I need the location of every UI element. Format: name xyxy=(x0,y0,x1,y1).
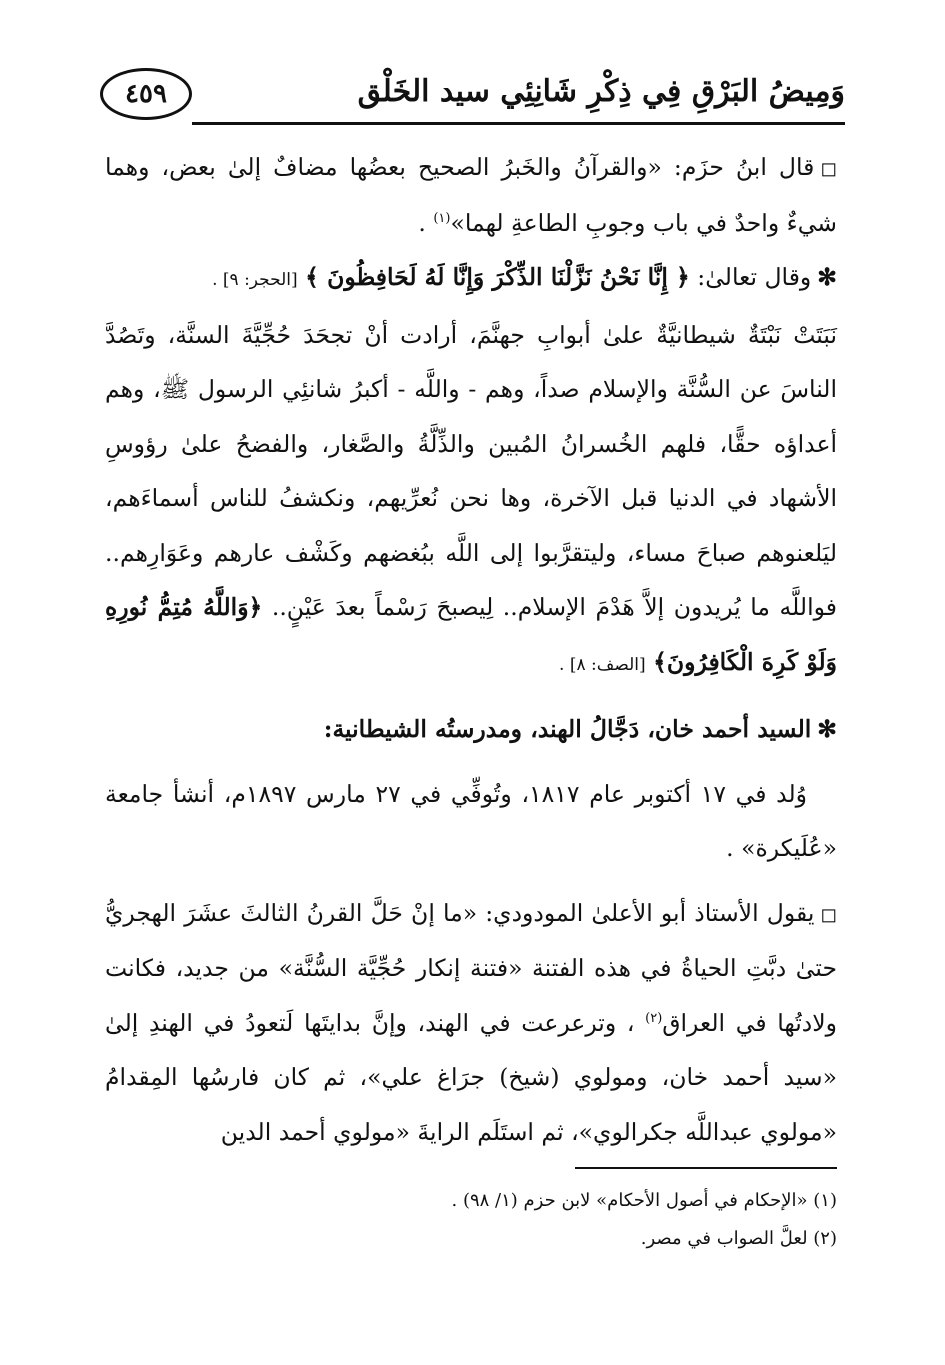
footnotes xyxy=(107,1182,837,1258)
paragraph-text: وُلد في ١٧ أكتوبر عام ١٨١٧، وتُوفِّي في ٢٧ مارس ١٨٩٧م، أنشأ جامعة «عُلَيكرة» . xyxy=(105,779,837,862)
running-title: وَمِيضُ البَرْقِ فِي ذِكْرِ شَانِئِي سيد الخَلْق xyxy=(357,74,845,109)
verse-reference: [الحجر: ٩] . xyxy=(212,270,298,290)
section-heading-text: السيد أحمد خان، دَجَّالُ الهند، ومدرستُه الشيطانية: xyxy=(323,715,812,743)
paragraph-end: . xyxy=(418,208,434,237)
verse-lead: وقال تعالىٰ: xyxy=(697,263,812,291)
verse-reference: [الصف: ٨] . xyxy=(559,654,646,675)
footnote-1: (١) «الإحكام في أصول الأحكام» لابن حزم (١/ ٩٨) . xyxy=(451,1190,837,1211)
header-rule xyxy=(192,122,845,125)
paragraph-biography xyxy=(105,767,837,876)
paragraph-text: قال ابنُ حزَم: «والقرآنُ والخَبرُ الصحيح بعضُها مضافٌ إلىٰ بعض، وهما شيءٌ واحدٌ في باب وجوبِ الطاعةِ لهما» xyxy=(105,153,837,237)
paragraph-ibn-hazm xyxy=(105,140,837,250)
paragraph-text: نَبَتَتْ نَبْتَةٌ شيطانيَّةٌ علىٰ أبوابِ جهنَّمَ، أرادت أنْ تجحَدَ حُجِّيَّةَ السنَّة، وتَصُدَّ الناسَ عن السُّنَّة والإسلام صداً، وهم - واللَّه - أكبرُ شانئِي الرسول ﷺ، وهم أعداؤه حقًّا، فلهم الخُسرانُ المُبين والذِّلَّةُ والصَّغار، والفضحُ علىٰ رؤوسِ الأشهاد في الدنيا قبل الآخرة، وها نحن نُعرِّيهم، ونكشفُ للناس أسماءَهم، ليَلعنوهم صباحَ مساء، وليتقرَّبوا إلى اللَّه ببُغضهم وكَشْف عارهم وعَوَارِهم.. فواللَّه ما يُريدون إلاَّ هَدْمَ الإسلام.. لِيصبحَ رَسْماً بعدَ عَيْنٍ.. xyxy=(105,320,837,621)
quran-verse: ﴿وَاللَّهُ مُتِمُّ نُورِهِ وَلَوْ كَرِهَ الْكَافِرُونَ﴾ xyxy=(105,593,837,676)
quran-verse: ﴿ إِنَّا نَحْنُ نَزَّلْنَا الذِّكْرَ وَإِنَّا لَهُ لَحَافِظُونَ ﴾ xyxy=(305,263,690,291)
paragraph-marker-icon: ◻ xyxy=(820,156,837,180)
footnote-rule xyxy=(575,1167,837,1169)
footnote-2: (٢) لعلَّ الصواب في مصر. xyxy=(640,1228,837,1249)
star-bullet-icon: ✻ xyxy=(817,263,837,291)
main-text xyxy=(105,140,837,1159)
page-header xyxy=(100,58,845,134)
paragraph-intro xyxy=(105,308,837,693)
paragraph-text: يقول الأستاذ أبو الأعلىٰ المودودي: «ما إنْ حَلَّ القرنُ الثالثَ عشَرَ الهجريُّ حتىٰ دبَّتِ الحياةُ في هذه الفتنة «فتنة إنكار حُجِّيَّة السُّنَّة» من جديد، فكانت ولادتُها في العراق xyxy=(105,898,837,1037)
star-bullet-icon: ✻ xyxy=(817,715,837,743)
paragraph-marker-icon: ◻ xyxy=(820,901,837,926)
paragraph-text-continued: ، وترعرعت في الهند، وإنَّ بدايتَها لَتعودُ في الهندِ إلىٰ «سيد أحمد خان، ومولوي (شيخ) جرَاغ علي»، ثم كان فارسُها المِقدامُ «مولوي عبداللَّه جكرالوي»، ثم استَلَم الرايةَ «مولوي أحمد الدين xyxy=(105,1008,837,1146)
footnote-ref-2: (٢) xyxy=(645,1010,663,1026)
footnote-ref-1: (١) xyxy=(433,210,451,226)
paragraph-mawdudi xyxy=(105,886,837,1160)
page-number: ٤٥٩ xyxy=(100,68,192,120)
paragraph-verse-hijr xyxy=(105,250,837,308)
section-heading xyxy=(105,702,837,757)
